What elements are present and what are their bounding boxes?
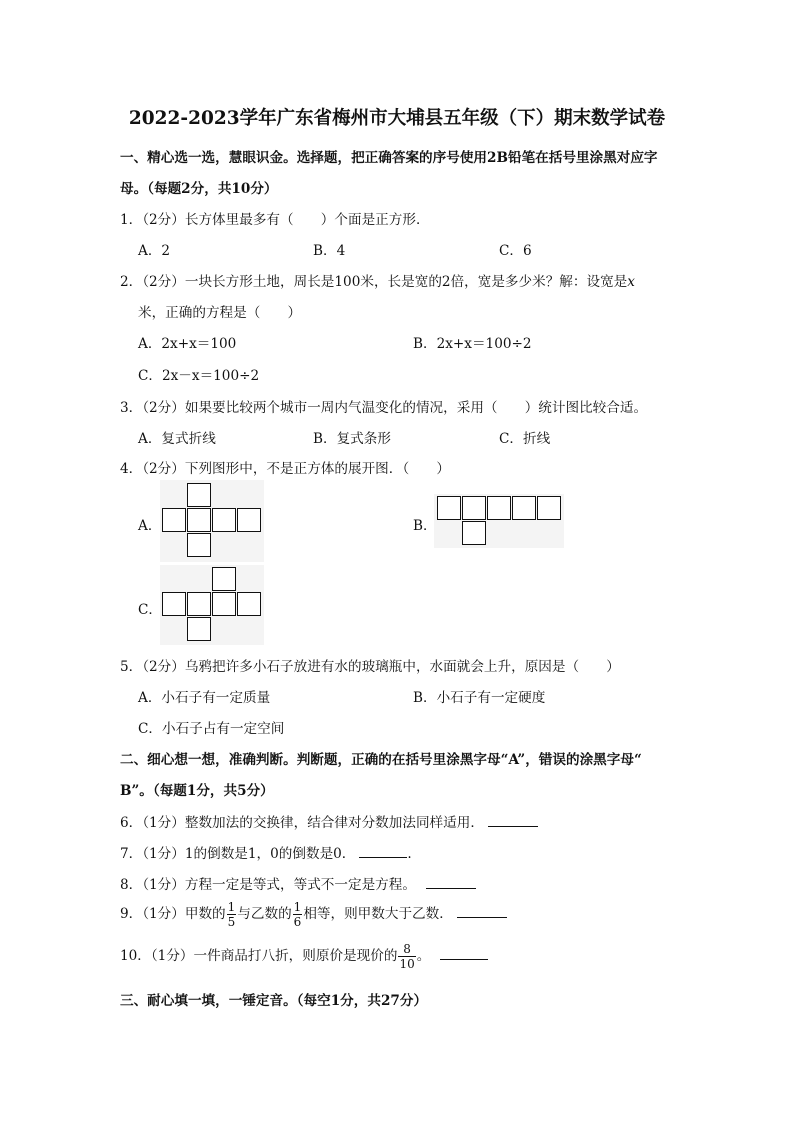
net-cell bbox=[462, 496, 486, 520]
answer-blank[interactable] bbox=[488, 814, 538, 827]
net-cell bbox=[437, 496, 461, 520]
question-8 bbox=[120, 873, 476, 893]
question-3-text: 3．（2分）如果要比较两个城市一周内气温变化的情况，采用（ ）统计图比较合适。 bbox=[120, 400, 648, 416]
question-1-option-b: B．4 bbox=[313, 243, 346, 259]
question-7-text: 7．（1分）1的倒数是1，0的倒数是0． bbox=[120, 846, 356, 862]
net-cell bbox=[162, 508, 186, 532]
question-10-post: 。 bbox=[416, 948, 431, 964]
figure-c-label: C． bbox=[138, 602, 162, 618]
question-6-text: 6．（1分）整数加法的交换律，结合律对分数加法同样适用． bbox=[120, 815, 484, 831]
fraction-numerator: 8 bbox=[398, 942, 415, 957]
question-2-option-a: A．2x+x＝100 bbox=[138, 336, 237, 352]
fraction-denominator: 5 bbox=[227, 915, 236, 929]
net-cell bbox=[462, 521, 486, 545]
question-7-tail: . bbox=[407, 846, 412, 862]
net-cell bbox=[537, 496, 561, 520]
question-5-option-a: A．小石子有一定质量 bbox=[138, 690, 271, 706]
net-cell bbox=[212, 592, 236, 616]
question-2-line1-text: 2．（2分）一块长方形土地，周长是100米，长是宽的2倍，宽是多少米？解：设宽是 bbox=[120, 274, 628, 290]
answer-blank[interactable] bbox=[359, 845, 407, 858]
answer-blank[interactable] bbox=[440, 947, 488, 960]
question-3-option-a: A．复式折线 bbox=[138, 431, 216, 447]
net-cell bbox=[187, 508, 211, 532]
question-9-post: 相等，则甲数大于乙数． bbox=[303, 906, 453, 922]
question-4-text: 4．（2分）下列图形中，不是正方体的展开图．（ ） bbox=[120, 461, 450, 477]
section3-heading: 三、耐心填一填，一锤定音。（每空1分，共27分） bbox=[120, 993, 428, 1009]
question-6 bbox=[120, 811, 538, 831]
net-cell bbox=[237, 592, 261, 616]
question-5-option-b: B．小石子有一定硬度 bbox=[413, 690, 546, 706]
question-7 bbox=[120, 842, 412, 862]
question-2-line2: 米，正确的方程是（ ） bbox=[138, 305, 302, 321]
net-cell bbox=[212, 508, 236, 532]
question-2-line1 bbox=[120, 270, 635, 290]
question-1-text: 1．（2分）长方体里最多有（ ）个面是正方形． bbox=[120, 212, 430, 228]
question-8-text: 8．（1分）方程一定是等式，等式不一定是方程。 bbox=[120, 877, 416, 893]
question-5-option-c: C．小石子占有一定空间 bbox=[138, 721, 285, 737]
fraction-denominator: 6 bbox=[293, 915, 302, 929]
section1-heading-line2: 母。（每题2分，共10分） bbox=[120, 181, 278, 197]
net-cell bbox=[162, 592, 186, 616]
fraction-one-sixth bbox=[293, 900, 303, 929]
net-cell bbox=[187, 483, 211, 507]
question-3-option-c: C．折线 bbox=[499, 431, 551, 447]
net-cell bbox=[187, 617, 211, 641]
question-1-option-c: C．6 bbox=[499, 243, 532, 259]
question-9-mid: 与乙数的 bbox=[237, 906, 292, 922]
fraction-numerator: 1 bbox=[293, 900, 302, 914]
fraction-denominator: 10 bbox=[399, 957, 415, 971]
answer-blank[interactable] bbox=[426, 876, 476, 889]
section2-heading-line1: 二、细心想一想，准确判断。判断题，正确的在括号里涂黑字母“A”，错误的涂黑字母“ bbox=[120, 752, 642, 768]
fraction-numerator: 1 bbox=[227, 900, 236, 914]
page-title: 2022-2023学年广东省梅州市大埔县五年级（下）期末数学试卷 bbox=[128, 108, 666, 129]
question-2-option-b: B．2x+x＝100÷2 bbox=[413, 336, 532, 352]
net-cell bbox=[512, 496, 536, 520]
question-10 bbox=[120, 942, 488, 971]
section2-heading-line2: B”。（每题1分，共5分） bbox=[120, 783, 274, 799]
question-10-pre: 10．（1分）一件商品打八折，则原价是现价的 bbox=[120, 948, 398, 964]
section1-heading-line1: 一、精心选一选，慧眼识金。选择题，把正确答案的序号使用2B铅笔在括号里涂黑对应字 bbox=[120, 150, 658, 166]
figure-a-label: A． bbox=[138, 518, 162, 534]
net-cell bbox=[487, 496, 511, 520]
fraction-eight-tenths bbox=[398, 942, 415, 971]
answer-blank[interactable] bbox=[457, 905, 507, 918]
question-5-text: 5．（2分）乌鸦把许多小石子放进有水的玻璃瓶中，水面就会上升，原因是（ ） bbox=[120, 659, 620, 675]
figure-b-label: B． bbox=[413, 518, 437, 534]
net-cell bbox=[187, 592, 211, 616]
question-3-option-b: B．复式条形 bbox=[313, 431, 391, 447]
question-9-pre: 9．（1分）甲数的 bbox=[120, 906, 226, 922]
question-2-variable: x bbox=[627, 274, 635, 290]
question-1-option-a: A．2 bbox=[138, 243, 171, 259]
question-9 bbox=[120, 900, 507, 929]
net-cell bbox=[187, 533, 211, 557]
net-cell bbox=[212, 567, 236, 591]
question-2-option-c: C．2x－x＝100÷2 bbox=[138, 368, 260, 384]
net-cell bbox=[237, 508, 261, 532]
fraction-one-fifth bbox=[227, 900, 237, 929]
